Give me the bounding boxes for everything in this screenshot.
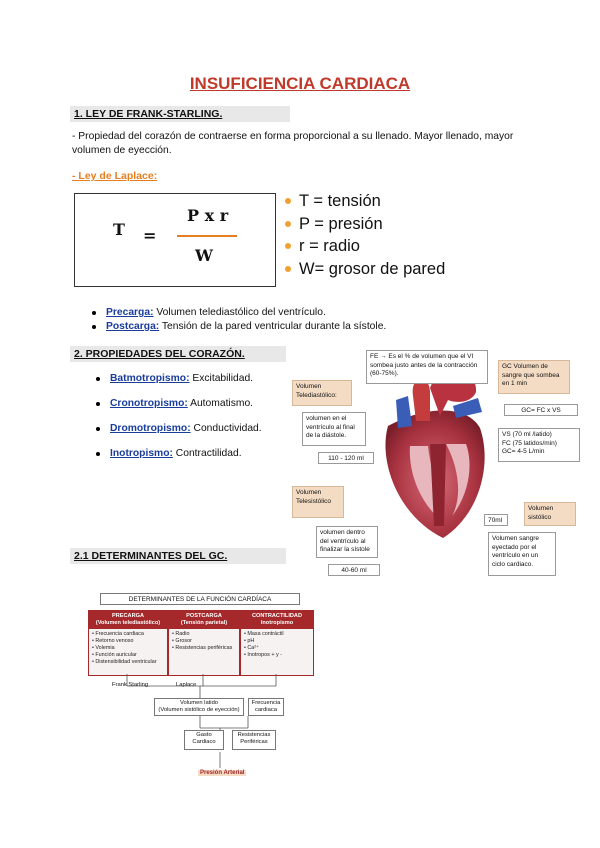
section-heading-propiedades <box>70 346 286 362</box>
section-heading-text: 1. LEY DE FRANK-STARLING. <box>74 108 223 120</box>
vtd-value: 110 - 120 ml <box>318 452 374 464</box>
vs-value: 70ml <box>484 514 508 526</box>
formula-legend <box>285 190 445 280</box>
gc-formula: GC= FC x VS <box>504 404 578 416</box>
heart-figure <box>288 346 588 586</box>
list-item: • Retorno venoso <box>92 638 134 644</box>
presion-arterial-label: Presión Arterial <box>200 770 245 776</box>
vtd-desc: volumen en el ventrículo al final de la diástole. <box>302 412 366 446</box>
term-desc: Conductividad. <box>190 423 262 434</box>
determinants-header: DETERMINANTES DE LA FUNCIÓN CARDÍACA <box>100 593 300 605</box>
term-desc: Volumen telediastólico del ventrículo. <box>153 307 326 318</box>
determinants-diagram <box>80 590 320 780</box>
section-heading-text: 2.1 DETERMINANTES DEL GC. <box>74 550 228 562</box>
legend-item: W= grosor de pared <box>285 258 445 281</box>
formula-lhs: T <box>113 220 125 239</box>
list-item: • Radio <box>172 631 190 637</box>
properties-list <box>90 372 290 472</box>
term-batmotropismo[interactable]: Batmotropismo: <box>110 373 190 384</box>
vts-desc: volumen dentro del ventrículo al finalizar la sístole <box>316 526 378 558</box>
list-item: • Ca²⁺ <box>244 645 259 651</box>
vts-value: 40-60 ml <box>328 564 380 576</box>
term-inotropismo[interactable]: Inotropismo: <box>110 448 173 459</box>
vs-label: Volumen sistólico <box>524 502 576 526</box>
term-precarga[interactable]: Precarga: <box>106 307 154 318</box>
list-item <box>90 397 290 411</box>
gc-note: GC Volumen de sangre que sombea en 1 min <box>498 360 570 394</box>
gasto-box: Gasto Cardiaco <box>184 730 224 750</box>
term-desc: Tensión de la pared ventricular durante la sístole. <box>159 321 387 332</box>
list-item: • Volemia <box>92 645 115 651</box>
list-item <box>90 447 290 461</box>
list-item <box>86 320 506 334</box>
column-title: PRECARGA (Volumen telediastólico) <box>89 611 167 629</box>
vtd-label: Volumen Telediastólico: <box>292 380 352 406</box>
list-item: • Distensibilidad ventricular <box>92 659 157 665</box>
frank-starling-paragraph: - Propiedad del corazón de contraerse en forma proporcional a su llenado. Mayor llenado, mayor volumen de eyección. <box>72 131 514 156</box>
list-item: • pH <box>244 638 255 644</box>
term-cronotropismo[interactable]: Cronotropismo: <box>110 398 188 409</box>
list-item <box>86 306 506 320</box>
term-desc: Automatismo. <box>187 398 254 409</box>
list-item <box>90 372 290 386</box>
section-heading-text: 2. PROPIEDADES DEL CORAZÓN. <box>74 348 245 360</box>
list-item: • Frecuencia cardiaca <box>92 631 144 637</box>
vs-desc: Volumen sangre eyectado por el ventrículo en un ciclo cardiaco. <box>488 532 556 576</box>
laplace-formula-box <box>74 193 276 287</box>
list-item: • Inotropos + y - <box>244 652 282 658</box>
fe-note: FE → Es el % de volumen que el VI sombea justo antes de la contracción (60-75%). <box>366 350 488 384</box>
column-title: CONTRACTILIDAD Inotropismo <box>241 611 313 629</box>
load-bullets <box>86 306 506 334</box>
term-dromotropismo[interactable]: Dromotropismo: <box>110 423 191 434</box>
page-title: INSUFICIENCIA CARDIACA <box>189 74 411 93</box>
vs-values: VS (70 ml /latido) FC (75 latidos/min) GC= 4-5 L/min <box>498 428 580 462</box>
heart-illustration <box>368 366 498 546</box>
term-desc: Contractilidad. <box>172 448 242 459</box>
column-title: POSTCARGA (Tensión parietal) <box>169 611 239 629</box>
legend-item: P = presión <box>285 213 445 236</box>
list-item: • Resistencias periféricas <box>172 645 233 651</box>
formula-denominator: W <box>195 246 213 265</box>
list-item: • Grosor <box>172 638 192 644</box>
list-item: • Función auricular <box>92 652 137 658</box>
fraction-bar <box>177 235 237 237</box>
frecuencia-box: Frecuencia cardiaca <box>248 698 284 716</box>
term-postcarga[interactable]: Postcarga: <box>106 321 160 332</box>
section-heading-frank-starling <box>70 106 290 122</box>
term-desc: Excitabilidad. <box>189 373 254 384</box>
formula-equals: = <box>143 226 157 245</box>
frank-starling-label: Frank Starling <box>112 682 149 688</box>
list-item <box>90 422 290 436</box>
vts-label: Volumen Telesistólico <box>292 486 344 518</box>
formula-numerator: P x r <box>187 206 229 225</box>
legend-item: T = tensión <box>285 190 445 213</box>
section-heading-determinantes <box>70 548 286 564</box>
list-item: • Masa contráctil <box>244 631 284 637</box>
laplace-link[interactable]: - Ley de Laplace: <box>72 170 158 182</box>
volumen-latido-box: Volumen latido (Volumen sistólico de eyección) <box>154 698 244 716</box>
laplace-label: Laplace <box>176 682 197 688</box>
resistencias-box: Resistencias Periféricas <box>232 730 276 750</box>
legend-item: r = radio <box>285 235 445 258</box>
